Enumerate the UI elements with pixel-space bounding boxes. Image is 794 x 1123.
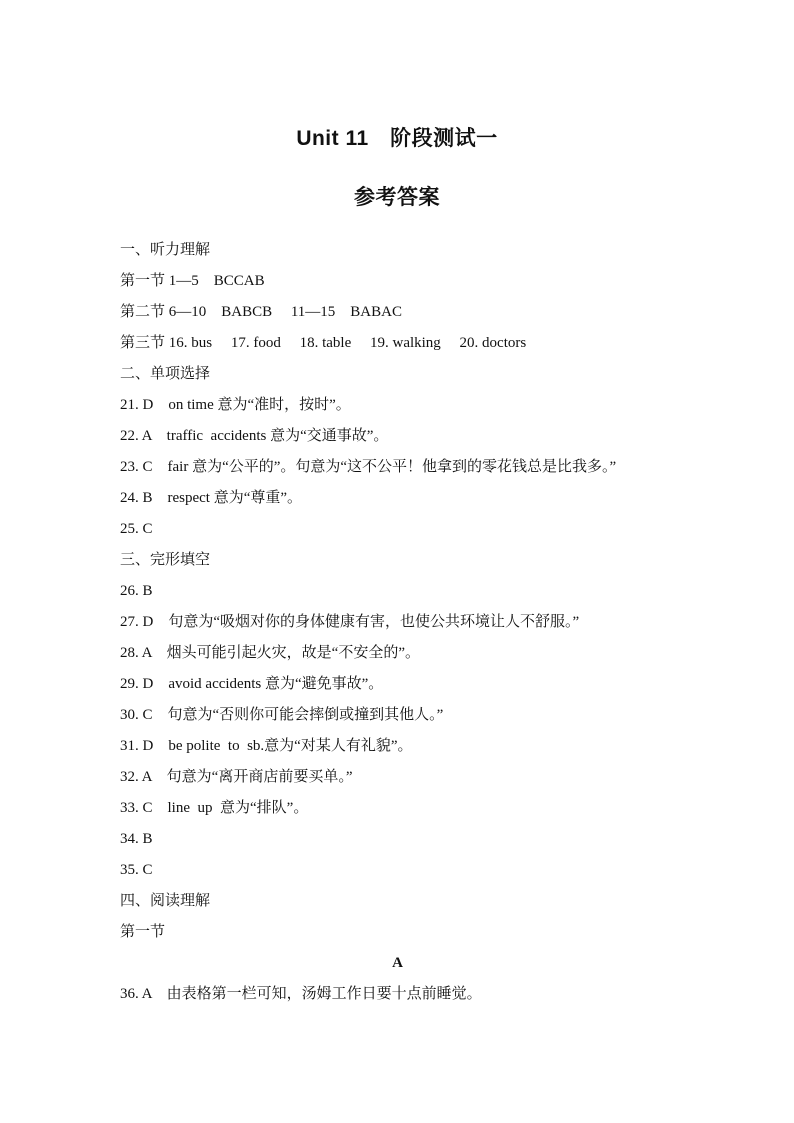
answer-line: 23. C fair 意为“公平的”。句意为“这不公平！他拿到的零花钱总是比我多。” [120, 459, 617, 475]
answer-line: 29. D avoid accidents 意为“避免事故”。 [120, 676, 384, 692]
answer-line: 36. A 由表格第一栏可知，汤姆工作日要十点前睡觉。 [120, 986, 482, 1002]
answer-line: 30. C 句意为“否则你可能会摔倒或撞到其他人。” [120, 707, 444, 723]
answer-line: 24. B respect 意为“尊重”。 [120, 490, 303, 506]
section-heading: 二、单项选择 [120, 366, 211, 382]
answer-line: 35. C [120, 862, 153, 878]
answer-list [120, 235, 760, 1010]
section-heading: 四、阅读理解 [120, 893, 211, 909]
answer-line: 33. C line up 意为“排队”。 [120, 800, 309, 816]
answer-line: 34. B [120, 831, 153, 847]
answer-line: 22. A traffic accidents 意为“交通事故”。 [120, 428, 389, 444]
answer-line: 31. D be polite to sb.意为“对某人有礼貌”。 [120, 738, 413, 754]
answer-line: 28. A 烟头可能引起火灾，故是“不安全的”。 [120, 645, 420, 661]
answer-line: 第三节 16. bus 17. food 18. table 19. walking 20. doctors [120, 335, 527, 351]
answer-line: 32. A 句意为“离开商店前要买单。” [120, 769, 353, 785]
answer-line: 27. D 句意为“吸烟对你的身体健康有害，也使公共环境让人不舒服。” [120, 614, 580, 630]
answer-line: 25. C [120, 521, 153, 537]
document-title: Unit 11 阶段测试一 [296, 127, 498, 150]
section-heading: 三、完形填空 [120, 552, 211, 568]
answer-line: 21. D on time 意为“准时，按时”。 [120, 397, 351, 413]
document-subtitle: 参考答案 [354, 186, 440, 209]
answer-line: 第二节 6—10 BABCB 11—15 BABAC [120, 304, 402, 320]
section-heading: 一、听力理解 [120, 242, 211, 258]
section-heading: 第一节 [120, 924, 166, 940]
answer-line: 第一节 1—5 BCCAB [120, 273, 265, 289]
passage-label: A [392, 955, 403, 971]
answer-line: 26. B [120, 583, 153, 599]
